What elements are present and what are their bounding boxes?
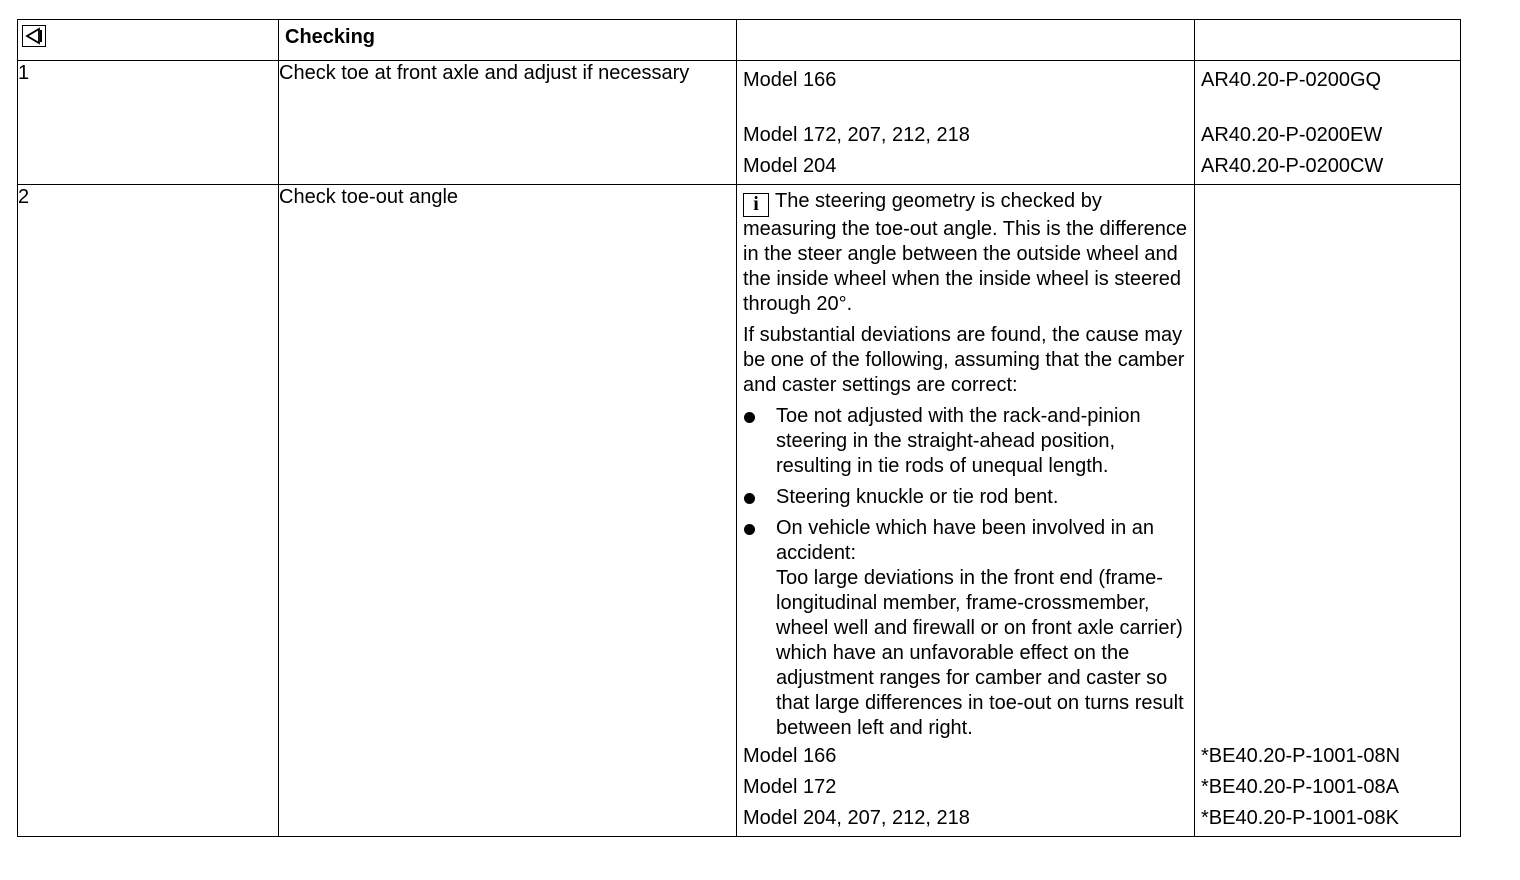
step-number: 1: [18, 61, 279, 185]
doc-ref-link[interactable]: AR40.20-P-0200CW: [1201, 155, 1384, 177]
doc-ref-link[interactable]: AR40.20-P-0200GQ: [1201, 69, 1382, 91]
step-ref-cell: [1195, 61, 1461, 185]
info-note-text: The steering geometry is checked by measuring the toe-out angle. This is the difference in the steer angle between the outside wheel and the inside wheel when the inside wheel is steered through 20°.: [743, 190, 1187, 315]
causes-intro: If substantial deviations are found, the cause may be one of the following, assuming that the camber and caster settings are correct:: [743, 324, 1185, 396]
bullet-icon: [744, 412, 755, 423]
table-row: [18, 61, 1461, 185]
model-label: Model 204: [743, 155, 837, 177]
table-row: [18, 185, 1461, 837]
doc-ref-link[interactable]: *BE40.20-P-1001-08K: [1201, 807, 1399, 829]
header-empty-cell: [737, 20, 1195, 61]
back-cell[interactable]: [18, 20, 279, 61]
bullet-icon: [744, 493, 755, 504]
list-item: [743, 516, 1188, 741]
model-label: Model 172, 207, 212, 218: [743, 124, 970, 146]
back-arrow-icon[interactable]: [22, 25, 46, 47]
info-note: [743, 189, 1188, 317]
model-label: Model 204, 207, 212, 218: [743, 807, 970, 829]
table-header-row: [18, 20, 1461, 61]
step-description: Check toe-out angle: [279, 185, 737, 837]
list-item: [743, 404, 1188, 479]
model-label: Model 166: [743, 745, 837, 767]
list-item: [743, 485, 1188, 510]
step-number: 2: [18, 185, 279, 837]
model-label: Model 166: [743, 69, 837, 91]
cause-text: Steering knuckle or tie rod bent.: [776, 486, 1059, 508]
accident-detail: Too large deviations in the front end (frame-longitudinal member, frame-crossmember, wheel well and firewall or on front axle carrier) which have an unfavorable effect on the adjustment ranges for camber and caster so that large differences in toe-out on turns result between left and right.: [776, 567, 1184, 739]
step-description: Check toe at front axle and adjust if necessary: [279, 61, 737, 185]
procedure-table: [17, 19, 1461, 837]
step-detail-cell: [737, 185, 1195, 837]
doc-ref-link[interactable]: *BE40.20-P-1001-08N: [1201, 745, 1401, 767]
bullet-icon: [744, 524, 755, 535]
step-ref-cell: [1195, 185, 1461, 837]
header-empty-cell: [1195, 20, 1461, 61]
step-detail-cell: [737, 61, 1195, 185]
model-label: Model 172: [743, 776, 837, 798]
cause-text: Toe not adjusted with the rack-and-pinion steering in the straight-ahead position, resulting in tie rods of unequal length.: [776, 405, 1141, 477]
info-icon: i: [743, 193, 769, 217]
doc-ref-link[interactable]: AR40.20-P-0200EW: [1201, 124, 1383, 146]
doc-ref-link[interactable]: *BE40.20-P-1001-08A: [1201, 776, 1399, 798]
causes-list: [743, 404, 1188, 741]
section-title: Checking: [279, 20, 737, 61]
cause-text: On vehicle which have been involved in an accident:: [776, 517, 1155, 564]
